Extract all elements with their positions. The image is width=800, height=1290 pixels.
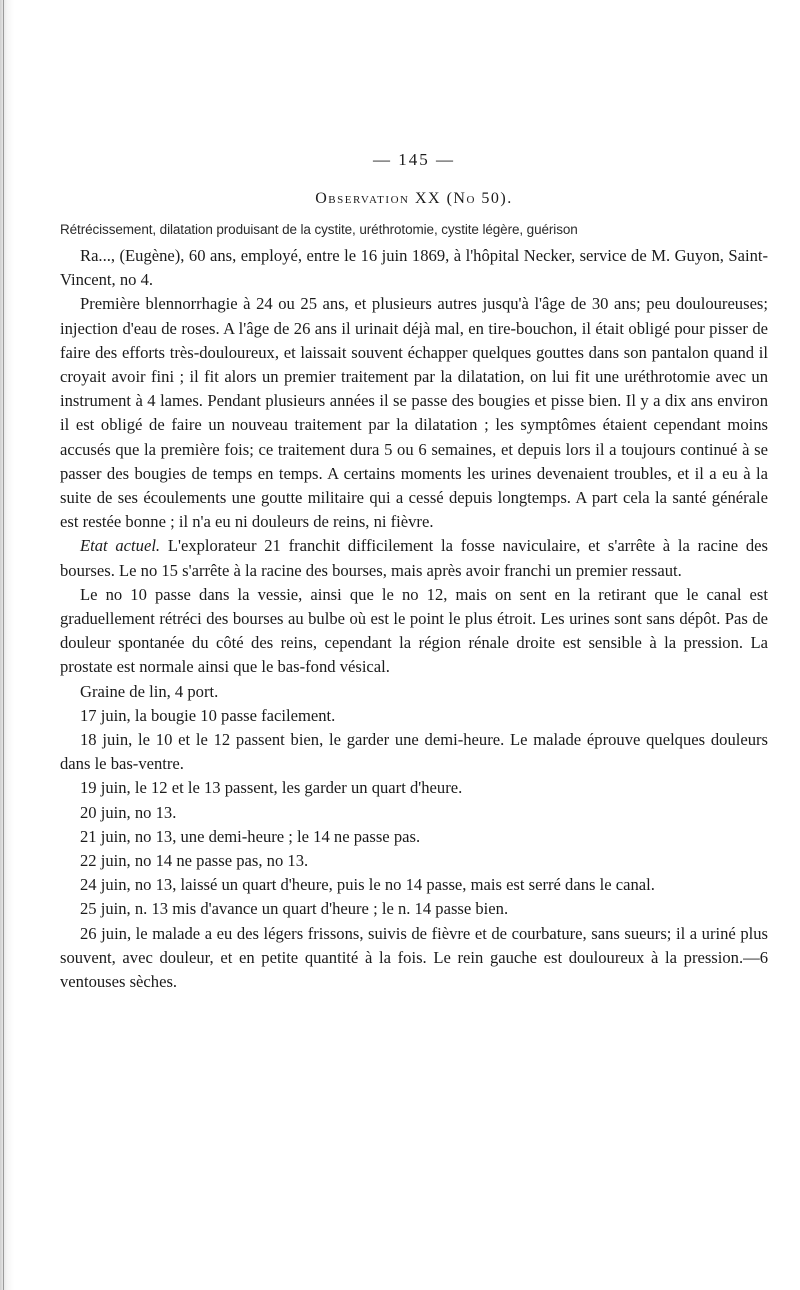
journal-entry: 19 juin, le 12 et le 13 passent, les garder un quart d'heure.: [80, 778, 463, 798]
observation-title: Observation XX (No 50).: [315, 190, 513, 207]
page-body: [60, 244, 768, 994]
etat-actuel-label: Etat actuel.: [80, 536, 161, 556]
paragraph-etat-actuel: [60, 534, 768, 582]
etat-actuel-text: L'explorateur 21 franchit difficilement la fosse naviculaire, et s'arrête à la racine des bourses. Le no 15 s'arrête à la racine des bourses, mais après avoir franchi un premier ressaut.: [60, 536, 768, 580]
paragraph-patient: Ra..., (Eugène), 60 ans, employé, entre le 16 juin 1869, à l'hôpital Necker, service de M. Guyon, Saint-Vincent, no 4.: [60, 246, 768, 290]
page-number: — 145 —: [373, 150, 455, 169]
journal-entry: 21 juin, no 13, une demi-heure ; le 14 ne passe pas.: [80, 826, 421, 846]
journal-entry: 22 juin, no 14 ne passe pas, no 13.: [80, 851, 309, 871]
journal-entry: 17 juin, la bougie 10 passe facilement.: [80, 705, 336, 725]
journal-entry: 25 juin, n. 13 mis d'avance un quart d'heure ; le n. 14 passe bien.: [80, 899, 509, 919]
page-gutter-line: [3, 0, 4, 1290]
journal-entry: 24 juin, no 13, laissé un quart d'heure, puis le no 14 passe, mais est serré dans le canal.: [80, 875, 655, 895]
paragraph-treatment: Graine de lin, 4 port.: [80, 681, 219, 701]
journal-entry: 26 juin, le malade a eu des légers frissons, suivis de fièvre et de courbature, sans sueurs; il a uriné plus souvent, avec douleur, et en petite quantité à la fois. Le rein gauche est douloureux à la pression.—6 ventouses sèches.: [60, 923, 768, 992]
journal-entry: 18 juin, le 10 et le 12 passent bien, le garder une demi-heure. Le malade éprouve quelques douleurs dans le bas-ventre.: [60, 730, 768, 774]
observation-subtitle: Rétrécissement, dilatation produisant de la cystite, uréthrotomie, cystite légère, guérison: [60, 222, 578, 237]
book-page: [60, 150, 768, 994]
paragraph-history: Première blennorrhagie à 24 ou 25 ans, et plusieurs autres jusqu'à l'âge de 30 ans; peu douloureuses; injection d'eau de roses. A l'âge de 26 ans il urinait déjà mal, en tire-bouchon, il était obligé pour pisser de faire des efforts très-douloureux, et laissait souvent échapper quelques gouttes dans son pantalon quand il croyait avoir fini ; il fit alors un premier traitement par la dilatation, on lui fit une uréthrotomie avec un instrument à 4 lames. Pendant plusieurs années il se passe des bougies et pisse bien. Il y a dix ans environ il est obligé de faire un nouveau traitement par la dilatation ; les symptômes étaient cependant moins accusés que la première fois; ce traitement dura 5 ou 6 semaines, et depuis lors il a toujours continué à se passer des bougies de temps en temps. A certains moments les urines devenaient troubles, et il a eu à la suite de ses écoulements une goutte militaire qui a cessé depuis longtemps. A part cela la santé générale est restée bonne ; il n'a eu ni douleurs de reins, ni fièvre.: [60, 294, 768, 532]
paragraph-exam: Le no 10 passe dans la vessie, ainsi que le no 12, mais on sent en la retirant que le canal est graduellement rétréci des bourses au bulbe où est le point le plus étroit. Les urines sont sans dépôt. Pas de douleur spontanée du côté des reins, cependant la région rénale droite est sensible à la pression. La prostate est normale ainsi que le bas-fond vésical.: [60, 584, 768, 677]
journal-entry: 20 juin, no 13.: [80, 802, 177, 822]
